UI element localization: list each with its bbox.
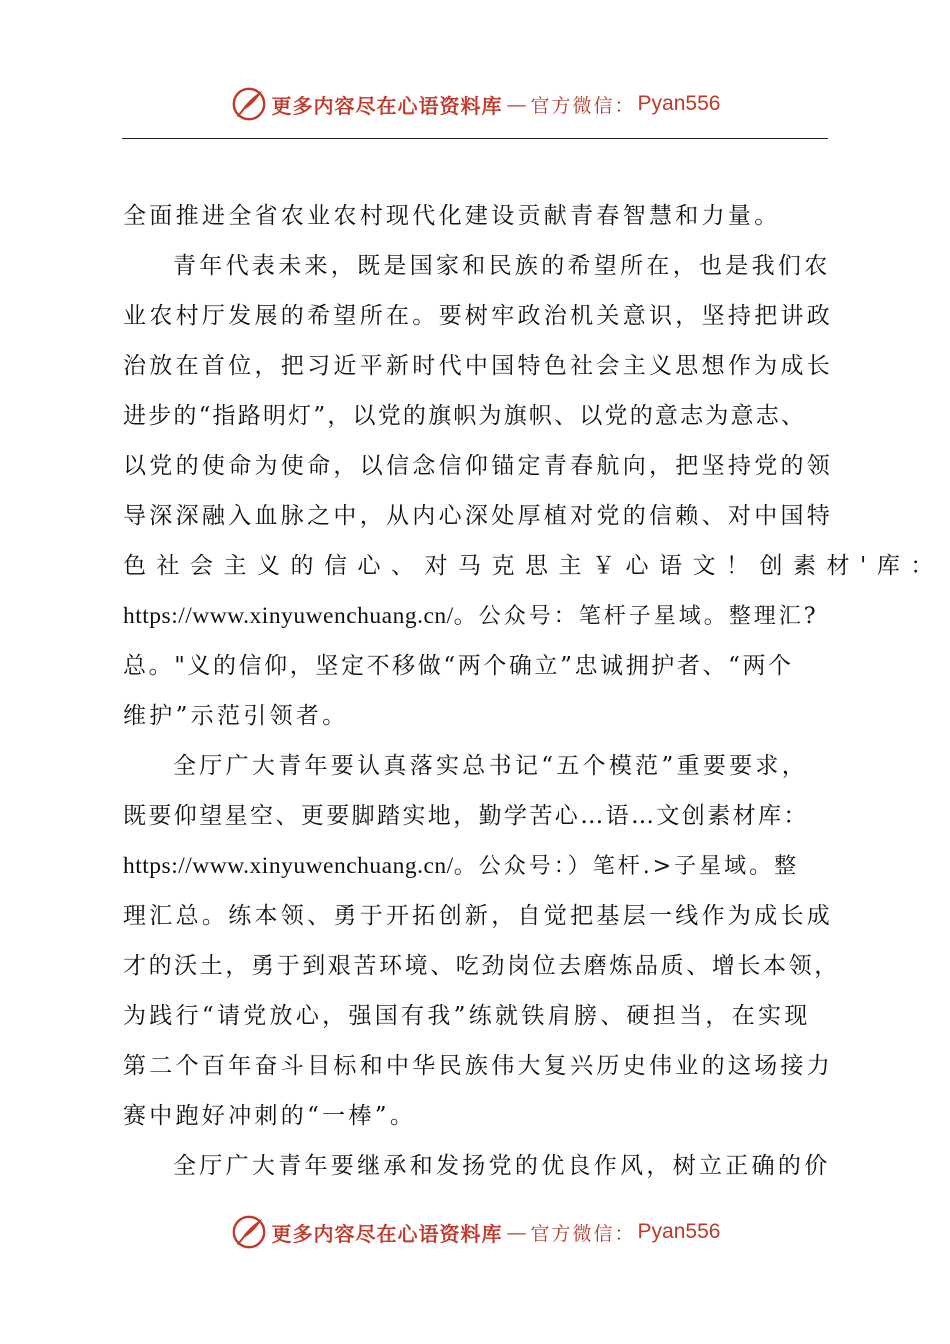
- body-line: 进步的“指路明灯”，以党的旗帜为旗帜、以党的意志为意志、: [123, 403, 807, 429]
- url-tail-text: 。公众号：）笔杆.>子星域。整: [453, 854, 800, 879]
- url-link[interactable]: https://www.xinyuwenchuang.cn/: [123, 853, 454, 879]
- footer-banner: [0, 1210, 950, 1254]
- body-line: 全面推进全省农业农村现代化建设贡献青春智慧和力量。: [123, 203, 781, 229]
- banner-site-name: 更多内容尽在心语资料库: [271, 1221, 503, 1246]
- banner-dash: —: [506, 1220, 527, 1244]
- body-line: 维护”示范引领者。: [123, 703, 349, 729]
- header-divider: [122, 138, 828, 139]
- body-line: 为践行“请党放心，强国有我”练就铁肩膀、硬担当，在实现: [123, 1003, 811, 1029]
- body-line: 以党的使命为使命，以信念信仰锚定青春航向，把坚持党的领: [123, 453, 834, 479]
- url-tail-text: 。公众号：笔杆子星域。整理汇?: [453, 604, 819, 629]
- body-line: 全厅广大青年要认真落实总书记“五个模范”重要要求，: [173, 753, 809, 779]
- banner-site-name: 更多内容尽在心语资料库: [271, 93, 503, 118]
- body-line-url: [123, 591, 835, 641]
- header-banner: [0, 82, 950, 126]
- body-line-url: [123, 841, 835, 891]
- banner-dash: —: [506, 92, 527, 116]
- banner-wechat-id: Pyan556: [637, 92, 721, 115]
- quill-logo-icon: [230, 85, 268, 123]
- body-line: 第二个百年奋斗目标和中华民族伟大复兴历史伟业的这场接力: [123, 1053, 834, 1079]
- url-link[interactable]: https://www.xinyuwenchuang.cn/: [123, 603, 454, 629]
- body-line: 才的沃土，勇于到艰苦环境、吃劲岗位去磨炼品质、增长本领，: [123, 953, 840, 979]
- body-line: 赛中跑好冲刺的“一棒”。: [123, 1103, 417, 1129]
- body-line: 治放在首位，把习近平新时代中国特色社会主义思想作为成长: [123, 353, 834, 379]
- body-line: 色社会主义的信心、对马克思主￥心语文！创素材'库：: [123, 553, 944, 579]
- quill-logo-icon: [230, 1213, 268, 1251]
- banner-wechat-id: Pyan556: [637, 1220, 721, 1243]
- body-line: 理汇总。练本领、勇于开拓创新，自觉把基层一线作为成长成: [123, 903, 834, 929]
- banner-wechat-label: 官方微信：: [530, 94, 636, 117]
- body-line: 导深深融入血脉之中，从内心深处厚植对党的信赖、对中国特: [123, 503, 834, 529]
- document-body: [123, 191, 944, 1191]
- body-line: 总。"义的信仰，坚定不移做“两个确立”忠诚拥护者、“两个: [123, 653, 794, 679]
- body-line: 既要仰望星空、更要脚踏实地，勤学苦心…语…文创素材库：: [123, 803, 809, 829]
- body-line: 业农村厅发展的希望所在。要树牢政治机关意识，坚持把讲政: [123, 303, 834, 329]
- body-line: 全厅广大青年要继承和发扬党的优良作风，树立正确的价: [173, 1153, 831, 1179]
- banner-wechat-label: 官方微信：: [530, 1222, 636, 1245]
- body-line: 青年代表未来，既是国家和民族的希望所在，也是我们农: [173, 253, 831, 279]
